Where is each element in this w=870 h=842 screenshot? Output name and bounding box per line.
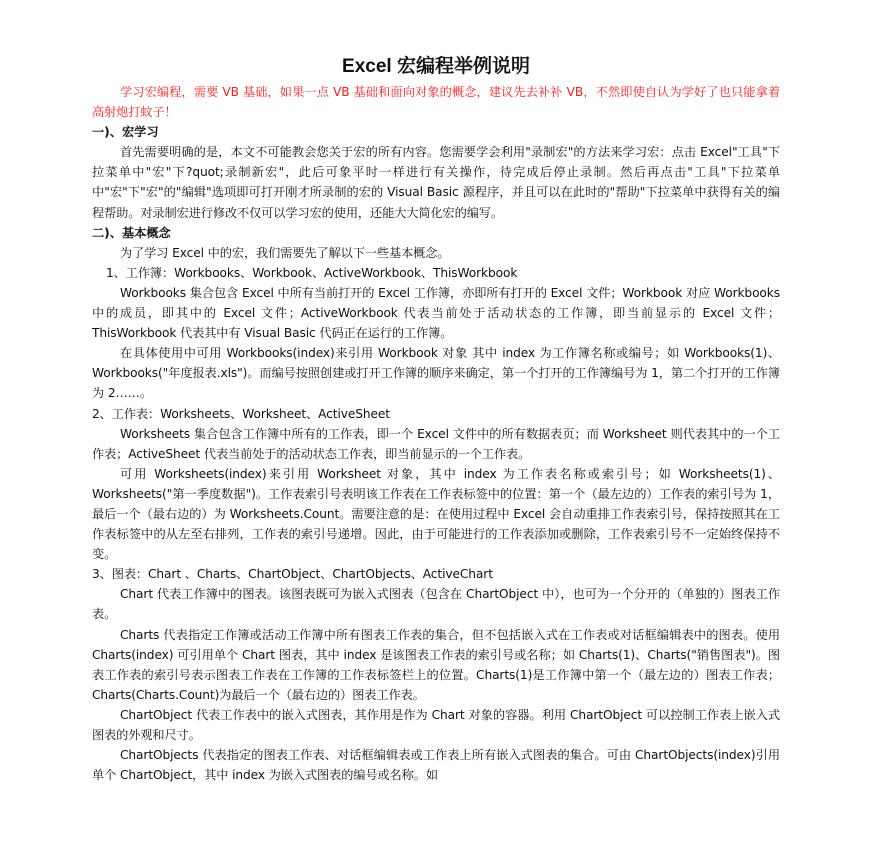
warning-paragraph: 学习宏编程，需要 VB 基础，如果一点 VB 基础和面向对象的概念，建议先去补补 VB，不然即使自认为学好了也只能拿着高射炮打蚊子！ [92,85,780,120]
concept-workbook [92,263,780,404]
paragraph: 在具体使用中可用 Workbooks(index)来引用 Workbook 对象 其中 index 为工作簿名称或编号；如 Workbooks(1)、Workbooks("年度报表.xls")。而编号按照创建或打开工作簿的顺序来确定，第一个打开的工作簿编号为 1，第二个打开的工作簿为 2……。 [92,346,780,401]
paragraph: Chart 代表工作簿中的图表。该图表既可为嵌入式图表（包含在 ChartObject 中），也可为一个分开的（单独的）图表工作表。 [92,587,780,622]
paragraph: ChartObject 代表工作表中的嵌入式图表，其作用是作为 Chart 对象的容器。利用 ChartObject 可以控制工作表上嵌入式图表的外观和尺寸。 [92,707,780,742]
paragraph: 可用 Worksheets(index)来引用 Worksheet 对象，其中 index 为工作表名称或索引号；如 Worksheets(1)、Worksheets("第一季度数据")。工作表索引号表明该工作表在工作表标签中的位置：第一个（最左边的）工作表的索引号为 1，最后一个（最右边的）为 Worksheets.Count。需要注意的是：在使用过程中 Excel 会自动重排工作表索引号，保持按照其在工作表标签中的从左至右排列，工作表的索引号递增。因此，由于可能进行的工作表添加或删除，工作表索引号不一定始终保持不变。 [92,466,780,562]
section-heading: 一)、宏学习 [92,125,159,140]
section-intro: 为了学习 Excel 中的宏，我们需要先了解以下一些基本概念。 [120,245,450,260]
section-basic-concepts [92,223,780,786]
document-page [92,54,780,785]
paragraph: Charts 代表指定工作簿或活动工作簿中所有图表工作表的集合，但不包括嵌入式在工作表或对话框编辑表中的图表。使用 Charts(index) 可引用单个 Chart 图表，其中 index 是该图表工作表的索引号或名称；如 Charts(1)、Charts("销售图表")。图表工作表的索引号表示图表工作表在工作簿的工作表标签栏上的位置。Charts(1)是工作簿中第一个（最左边的）图表工作表；Charts(Charts.Count)为最后一个（最右边的）图表工作表。 [92,627,780,702]
concept-subheading: 3、图表：Chart 、Charts、ChartObject、ChartObjects、ActiveChart [92,567,493,582]
paragraph: 首先需要明确的是，本文不可能教会您关于宏的所有内容。您需要学会利用"录制宏"的方法来学习宏：点击 Excel"工具"下拉菜单中"宏"下?quot;录制新宏"，此后可象平时一样进行有关操作，待完成后停止录制。然后再点击"工具"下拉菜单中"宏"下"宏"的"编辑"选项即可打开刚才所录制的宏的 Visual Basic 源程序，并且可以在此时的"帮助"下拉菜单中获得有关的编程帮助。对录制宏进行修改不仅可以学习宏的使用，还能大大简化宏的编写。 [92,145,780,220]
section-macro-learning [92,122,780,222]
paragraph: Workbooks 集合包含 Excel 中所有当前打开的 Excel 工作簿，亦即所有打开的 Excel 文件；Workbook 对应 Workbooks 中的成员，即其中的 Excel 文件；ActiveWorkbook 代表当前处于活动状态的工作簿，即当前显示的 Excel 文件；ThisWorkbook 代表其中有 Visual Basic 代码正在运行的工作簿。 [92,285,780,341]
paragraph: Worksheets 集合包含工作簿中所有的工作表，即一个 Excel 文件中的所有数据表页；而 Worksheet 则代表其中的一个工作表；ActiveSheet 代表当前处于的活动状态工作表，即当前显示的一个工作表。 [92,426,780,461]
section-heading: 二)、基本概念 [92,225,171,240]
concept-chart [92,564,780,785]
document-title: Excel 宏编程举例说明 [342,56,530,77]
concept-subheading: 2、工作表：Worksheets、Worksheet、ActiveSheet [92,406,390,421]
concept-worksheet [92,404,780,565]
paragraph: ChartObjects 代表指定的图表工作表、对话框编辑表或工作表上所有嵌入式图表的集合。可由 ChartObjects(index)引用单个 ChartObject，其中 index 为嵌入式图表的编号或名称。如 [92,748,780,783]
concept-subheading: 1、工作簿：Workbooks、Workbook、ActiveWorkbook、ThisWorkbook [106,265,518,280]
